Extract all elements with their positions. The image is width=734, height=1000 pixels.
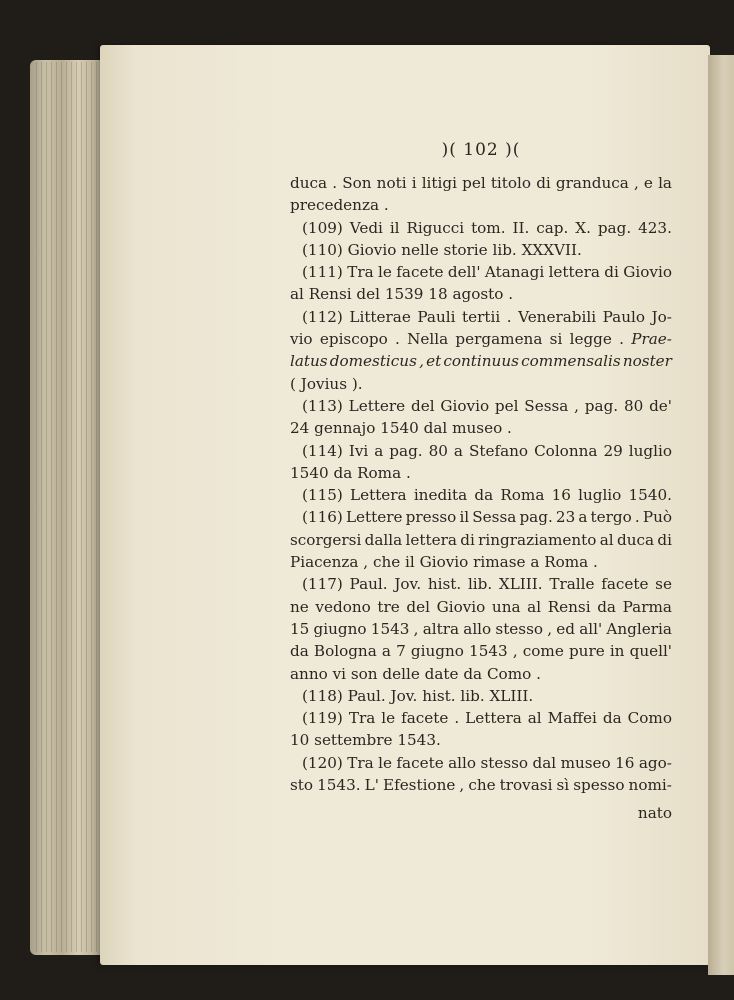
word: , (574, 396, 579, 415)
word: 16 (551, 486, 571, 505)
word: domesticus (329, 352, 417, 371)
word: 16 (615, 753, 635, 772)
text-line (290, 395, 672, 417)
line-text: (118) Paul. Jov. hist. lib. XLIII. (302, 686, 534, 705)
word: la (658, 174, 672, 192)
word: Tralle (549, 575, 595, 594)
page-number: )( 102 )( (441, 140, 521, 160)
word: vio (290, 330, 313, 349)
word: Paul. (349, 575, 388, 594)
text-line (290, 261, 672, 283)
word: , (547, 619, 553, 638)
word: Giovio (623, 263, 672, 282)
word: lettera (405, 530, 457, 549)
word: facete (396, 263, 444, 282)
text-line (290, 685, 672, 707)
line-text: (110) Giovio nelle storie lib. XXXVII. (302, 240, 582, 259)
word: . (506, 307, 512, 326)
text-line (290, 573, 672, 595)
word: Como (627, 709, 672, 728)
word: noster (622, 352, 672, 371)
text-line (290, 596, 672, 618)
word: facete (396, 753, 444, 772)
text-line (290, 663, 672, 685)
word: duca (617, 530, 655, 549)
text-line (290, 283, 672, 305)
word: quell' (629, 642, 672, 661)
word: pag. (389, 441, 423, 460)
word: , (459, 776, 465, 795)
line-text: ( Jovius ). (290, 374, 363, 393)
word: Roma (500, 486, 545, 505)
word: facete (401, 709, 449, 728)
word: ed (556, 619, 576, 638)
text-line (290, 774, 672, 796)
text-line (290, 373, 672, 395)
word: tom. (471, 218, 506, 237)
word: Pauli (417, 307, 456, 326)
word: legge (569, 330, 612, 349)
word: Rigucci (406, 218, 465, 237)
word: sto (290, 776, 314, 795)
line-text: anno vi son delle date da Como . (290, 664, 541, 683)
facing-page-edge (708, 55, 734, 975)
word: trovasi (499, 776, 553, 795)
word: Venerabili (518, 307, 597, 326)
word: se (655, 575, 672, 594)
line-text: precedenza . (290, 196, 389, 215)
word: da (290, 642, 309, 661)
word: le (378, 263, 392, 282)
word: tertii (462, 307, 501, 326)
word: Paulo (602, 307, 645, 326)
line-text: 24 gennajo 1540 dal museo . (290, 419, 512, 438)
word: Può (642, 508, 672, 527)
word: stesso (480, 753, 529, 772)
word: ne (290, 597, 309, 616)
word: al (599, 530, 614, 549)
word: a (578, 508, 588, 527)
word: dell' (447, 263, 481, 282)
word: il (389, 218, 400, 237)
word: Lettera (465, 709, 522, 728)
word: (117) (302, 575, 343, 594)
word: litigi (421, 174, 457, 192)
word: Stefano (468, 441, 529, 460)
word: Nella (407, 330, 449, 349)
word: L' (364, 776, 379, 795)
word: (116) (302, 508, 343, 527)
word: 15 (290, 619, 310, 638)
word: lettera (548, 263, 600, 282)
word: a (381, 642, 391, 661)
word: i (411, 174, 417, 192)
word: luglio (628, 441, 672, 460)
word: da (602, 709, 622, 728)
word: pergamena (455, 330, 543, 349)
word: (111) (302, 263, 343, 282)
word: di (657, 530, 672, 549)
word: , (419, 352, 424, 371)
word: (115) (302, 486, 343, 505)
word: vedono (315, 597, 371, 616)
word: di (604, 263, 619, 282)
word: il (459, 508, 470, 527)
word: . (395, 330, 400, 349)
word: . (634, 508, 640, 527)
word: (112) (302, 307, 343, 326)
text-line (290, 350, 672, 372)
word: Lettere (345, 508, 403, 527)
word: che (468, 776, 496, 795)
word: e (643, 174, 653, 192)
text-line (290, 484, 672, 506)
word: , (512, 642, 518, 661)
word: (113) (302, 396, 343, 415)
word: tre (377, 597, 400, 616)
text-line (290, 217, 672, 239)
word: Tra (347, 753, 374, 772)
line-text: Piacenza , che il Giovio rimase a Roma . (290, 553, 598, 572)
word: granduca (555, 174, 629, 192)
word: Jo- (651, 307, 672, 326)
word: una (491, 597, 521, 616)
word: all' (579, 619, 603, 638)
word: hist. (427, 575, 462, 594)
text-line (290, 440, 672, 462)
line-text: 10 settembre 1543. (290, 731, 441, 750)
word: Lettere (348, 396, 406, 415)
word: . (332, 174, 338, 192)
word: titolo (490, 174, 532, 192)
word: museo (560, 753, 611, 772)
word: cap. (536, 218, 569, 237)
word: XLIII. (498, 575, 543, 594)
word: Jov. (394, 575, 422, 594)
word: (120) (302, 753, 343, 772)
word: le (381, 709, 396, 728)
text-line (290, 729, 672, 751)
text-line (290, 194, 672, 216)
word: episcopo (319, 330, 388, 349)
word: duca (290, 174, 328, 192)
word: presso (405, 508, 457, 527)
word: Vedi (349, 218, 383, 237)
word: dalla (364, 530, 403, 549)
word: Maffei (547, 709, 597, 728)
word: a (453, 441, 463, 460)
word: Ivi (348, 441, 369, 460)
word: Tra (348, 709, 376, 728)
text-line (290, 172, 672, 194)
word: ringraziamento (478, 530, 597, 549)
word: Colonna (534, 441, 598, 460)
word: da (474, 486, 494, 505)
word: X. (575, 218, 591, 237)
word: Tra (347, 263, 374, 282)
word: , (413, 619, 419, 638)
line-text: al Rensi del 1539 18 agosto . (290, 285, 514, 304)
word: 423. (638, 218, 672, 237)
text-line (290, 752, 672, 774)
catchword: nato (637, 804, 672, 822)
text-line (290, 306, 672, 328)
word: de' (649, 396, 672, 415)
word: , (633, 174, 639, 192)
word: Rensi (547, 597, 591, 616)
word: pure (568, 642, 605, 661)
word: 1540. (628, 486, 672, 505)
word: luglio (578, 486, 622, 505)
word: 7 (396, 642, 406, 661)
word: di (536, 174, 551, 192)
word: pag. (584, 396, 619, 415)
word: Litterae (349, 307, 411, 326)
word: 29 (603, 441, 623, 460)
word: a (374, 441, 384, 460)
word: da (597, 597, 616, 616)
word: pag. (597, 218, 632, 237)
word: ago- (638, 753, 672, 772)
word: Angleria (606, 619, 672, 638)
word: Parma (622, 597, 672, 616)
word: . (619, 330, 624, 349)
word: come (522, 642, 564, 661)
word: . (454, 709, 460, 728)
text-line (290, 417, 672, 439)
word: 80 (623, 396, 644, 415)
word: di (460, 530, 475, 549)
word: Giovio (440, 396, 490, 415)
word: (119) (302, 709, 343, 728)
word: Atanagi (484, 263, 545, 282)
word: Sessa (472, 508, 517, 527)
word: si (549, 330, 563, 349)
line-text: 1540 da Roma . (290, 463, 411, 482)
text-line (290, 506, 672, 528)
word: scorgersi (290, 530, 362, 549)
word: del (410, 396, 435, 415)
word: II. (512, 218, 530, 237)
word: inedita (413, 486, 468, 505)
word: lib. (467, 575, 493, 594)
word: in (609, 642, 625, 661)
word: al (527, 709, 542, 728)
word: sì (556, 776, 570, 795)
word: le (378, 753, 392, 772)
word: pel (462, 174, 486, 192)
text-line (290, 640, 672, 662)
word: latus (290, 352, 328, 371)
word: allo (463, 619, 492, 638)
text-line (290, 551, 672, 573)
word: Sessa (524, 396, 569, 415)
page-text (290, 172, 672, 796)
word: 1543 (370, 619, 410, 638)
text-line (290, 529, 672, 551)
word: spesso (573, 776, 625, 795)
word: (109) (302, 218, 343, 237)
word: dal (532, 753, 557, 772)
word: pel (494, 396, 519, 415)
text-line (290, 328, 672, 350)
word: Bologna (313, 642, 377, 661)
word: 23 (555, 508, 576, 527)
word: Lettera (350, 486, 407, 505)
word: stesso (495, 619, 544, 638)
word: Efestione (382, 776, 456, 795)
word: et (426, 352, 442, 371)
word: commensalis (521, 352, 621, 371)
word: allo (448, 753, 477, 772)
text-line (290, 618, 672, 640)
word: noti (376, 174, 407, 192)
word: giugno (410, 642, 464, 661)
word: Son (342, 174, 372, 192)
word: al (527, 597, 542, 616)
word: facete (601, 575, 649, 594)
word: tergo (590, 508, 632, 527)
word: Prae- (631, 330, 672, 349)
word: del (406, 597, 430, 616)
word: (114) (302, 441, 343, 460)
word: altra (422, 619, 460, 638)
word: giugno (313, 619, 367, 638)
text-line (290, 462, 672, 484)
word: 80 (428, 441, 448, 460)
word: pag. (519, 508, 553, 527)
word: nomi- (628, 776, 672, 795)
word: continuus (443, 352, 519, 371)
text-line (290, 707, 672, 729)
word: 1543. (317, 776, 361, 795)
word: Giovio (436, 597, 486, 616)
word: 1543 (469, 642, 508, 661)
text-line (290, 239, 672, 261)
